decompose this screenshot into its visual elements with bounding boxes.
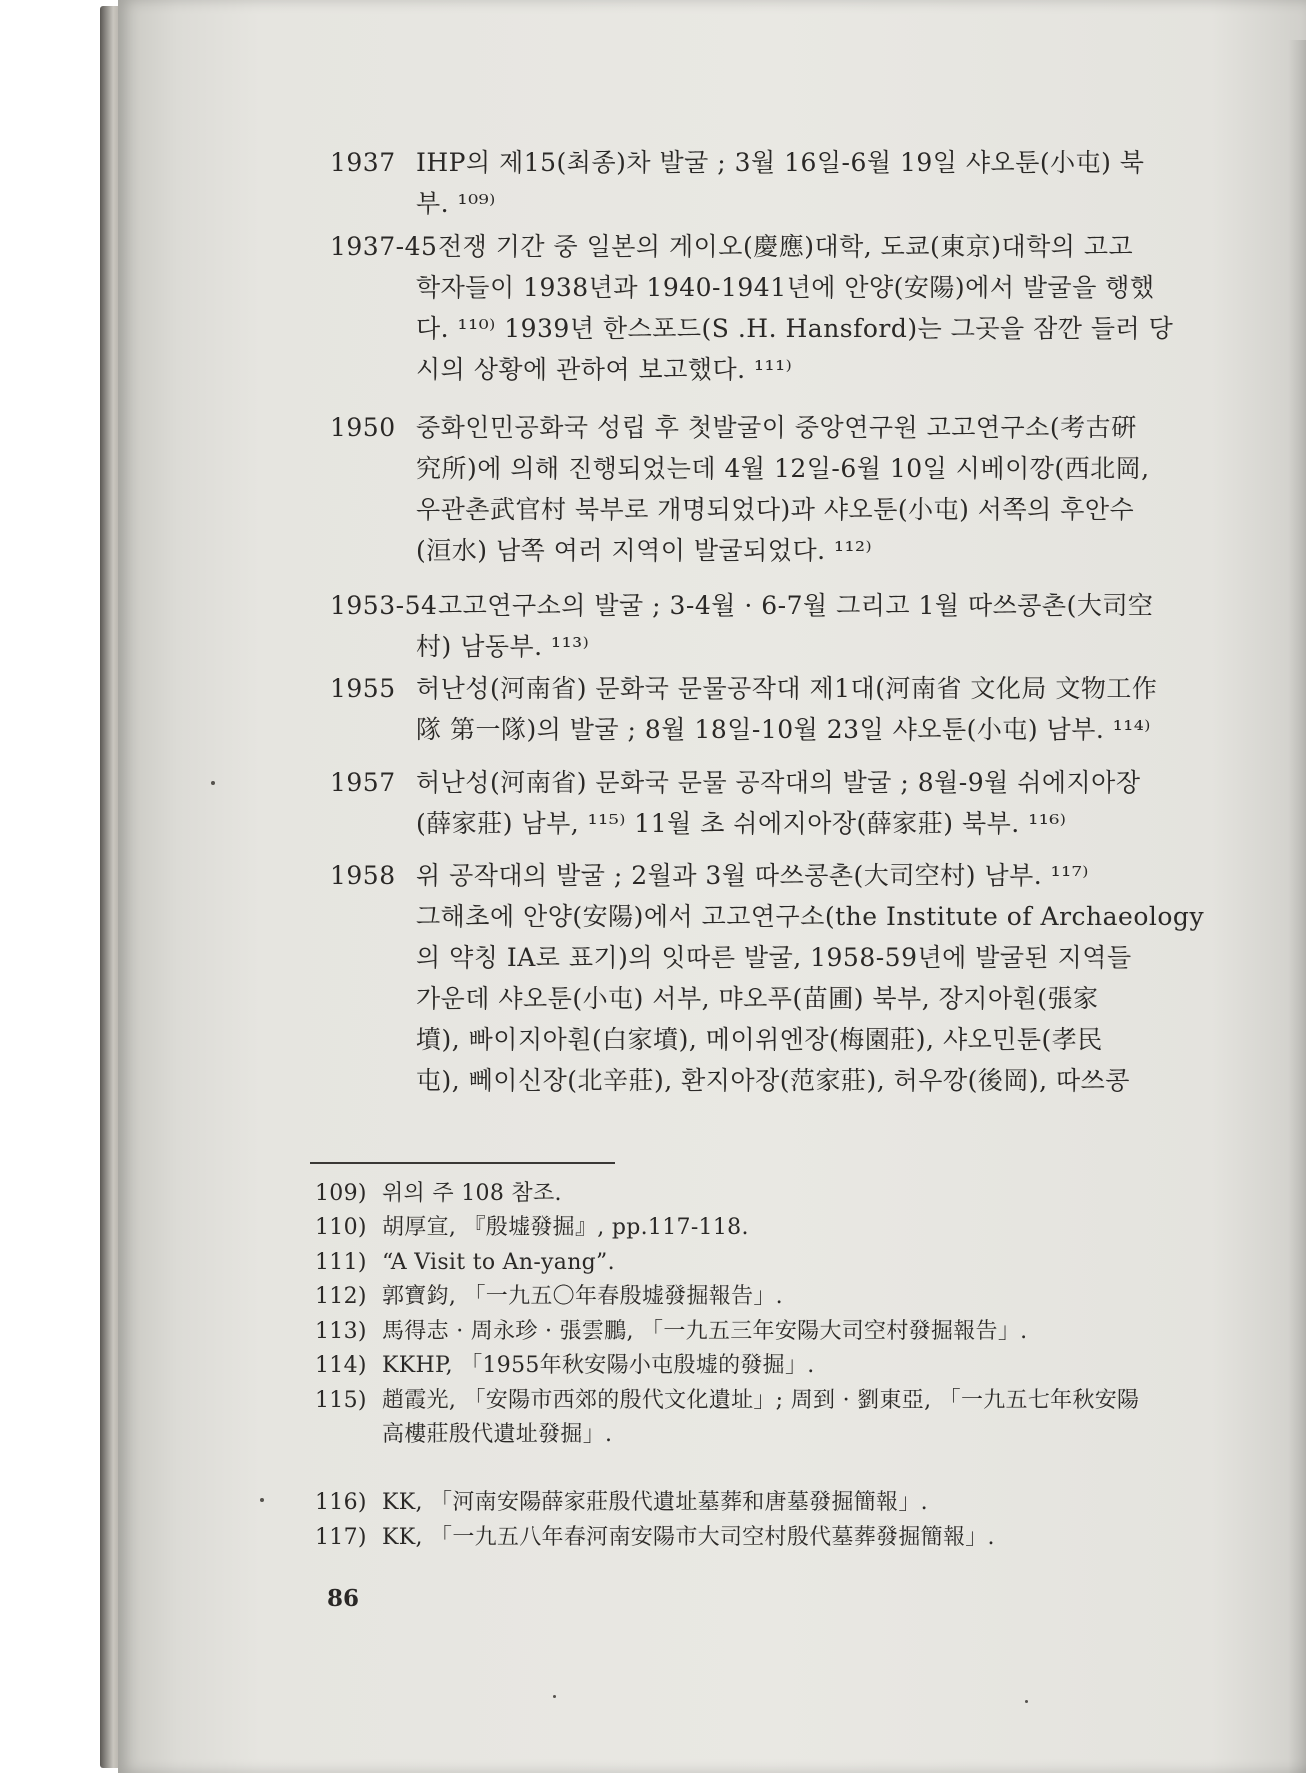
- footnote-text: 馬得志 · 周永珍 · 張雲鵬, 「一九五三年安陽大司空村發掘報告」.: [382, 1319, 1028, 1344]
- entry-line: 가운데 샤오툰(小屯) 서부, 먀오푸(苗圃) 북부, 장지아훤(張家: [416, 984, 1099, 1013]
- entry-year: 1958: [330, 861, 396, 890]
- entry-line: 중화인민공화국 성립 후 첫발굴이 중앙연구원 고고연구소(考古硏: [416, 413, 1137, 442]
- chronology-entry-1950: [330, 407, 1246, 571]
- entry-line: 다. ¹¹⁰⁾ 1939년 한스포드(S .H. Hansford)는 그곳을 잠깐 들러 당: [416, 314, 1174, 343]
- footnote-text: KK, 「河南安陽薛家莊殷代遺址墓葬和唐墓發掘簡報」.: [382, 1490, 928, 1515]
- entry-line: 시의 상황에 관하여 보고했다. ¹¹¹⁾: [416, 355, 793, 384]
- footnote-number: 112): [315, 1284, 367, 1309]
- paper-speck: [1025, 1700, 1028, 1703]
- footnote: [315, 1349, 1255, 1383]
- footnote: [315, 1280, 1255, 1314]
- chronology-entry-1953-54: [330, 585, 1246, 667]
- entry-line: 屯), 뻬이신장(北辛莊), 환지아장(范家莊), 허우깡(後岡), 따쓰콩: [416, 1066, 1130, 1095]
- chronology-entry-1937: [330, 142, 1246, 224]
- footnote: [315, 1211, 1255, 1245]
- entry-line: 위 공작대의 발굴 ; 2월과 3월 따쓰콩촌(大司空村) 남부. ¹¹⁷⁾: [416, 861, 1089, 890]
- footnote: [315, 1177, 1255, 1211]
- entry-line: 그해초에 안양(安陽)에서 고고연구소(the Institute of Archaeology: [416, 902, 1205, 931]
- entry-line: 부. ¹⁰⁹⁾: [416, 189, 496, 218]
- footnote-number: 109): [315, 1181, 367, 1206]
- entry-line: 隊 第一隊)의 발굴 ; 8월 18일-10월 23일 샤오툰(小屯) 남부. ¹¹⁴⁾: [416, 715, 1151, 744]
- footnote-number: 117): [315, 1525, 367, 1550]
- paper-speck: [211, 781, 215, 785]
- entry-line: 우관촌武官村 북부로 개명되었다)과 샤오툰(小屯) 서쪽의 후안수: [416, 495, 1135, 524]
- entry-line: 허난성(河南省) 문화국 문물공작대 제1대(河南省 文化局 文物工作: [416, 674, 1158, 703]
- footnote: [315, 1315, 1255, 1349]
- footnote: [315, 1521, 1255, 1555]
- entry-line: 전쟁 기간 중 일본의 게이오(慶應)대학, 도쿄(東京)대학의 고고: [438, 232, 1134, 261]
- entry-year: 1937: [330, 148, 396, 177]
- chronology-entry-1955: [330, 668, 1246, 750]
- footnote-text: KKHP, 「1955年秋安陽小屯殷墟的發掘」.: [382, 1353, 815, 1378]
- entry-year: 1953-54: [330, 591, 438, 620]
- footnote-text: 郭寶鈞, 「一九五〇年春殷墟發掘報告」.: [382, 1284, 783, 1309]
- paper-speck: [260, 1498, 264, 1502]
- footnote-text-continued: 高樓莊殷代遺址發掘」.: [382, 1422, 613, 1447]
- footnote-number: 113): [315, 1319, 367, 1344]
- entry-year: 1955: [330, 674, 396, 703]
- footnote-text: 胡厚宣, 『殷墟發掘』, pp.117-118.: [382, 1215, 749, 1240]
- footnote-text: “A Visit to An-yang”.: [382, 1250, 615, 1275]
- entry-line: IHP의 제15(최종)차 발굴 ; 3월 16일-6월 19일 샤오툰(小屯) 북: [416, 148, 1145, 177]
- footnote-number: 110): [315, 1215, 367, 1240]
- entry-line: (洹水) 남쪽 여러 지역이 발굴되었다. ¹¹²⁾: [416, 536, 873, 565]
- entry-line: 의 약칭 IA로 표기)의 잇따른 발굴, 1958-59년에 발굴된 지역들: [416, 943, 1132, 972]
- paper-speck: [553, 1695, 556, 1698]
- chronology-entry-1937-45: [330, 226, 1246, 390]
- footnote: [315, 1246, 1255, 1280]
- footnote-number: 114): [315, 1353, 367, 1378]
- chronology-entry-1958: [330, 855, 1246, 1101]
- footnote-number: 111): [315, 1250, 367, 1275]
- entry-line: 墳), 빠이지아훤(白家墳), 메이위엔장(梅園莊), 샤오민툰(孝民: [416, 1025, 1103, 1054]
- footnote-text: 趙霞光, 「安陽市西郊的殷代文化遺址」; 周到 · 劉東亞, 「一九五七年秋安陽: [382, 1388, 1140, 1413]
- footnote-number: 115): [315, 1388, 367, 1413]
- entry-year: 1950: [330, 413, 396, 442]
- footnote-number: 116): [315, 1490, 367, 1515]
- footnote-divider: [310, 1162, 615, 1164]
- footnote-text: 위의 주 108 참조.: [382, 1181, 562, 1206]
- page-number: 86: [327, 1585, 360, 1612]
- entry-line: 고고연구소의 발굴 ; 3-4월 · 6-7월 그리고 1월 따쓰콩촌(大司空: [438, 591, 1154, 620]
- footnote: [315, 1384, 1255, 1452]
- entry-year: 1937-45: [330, 232, 438, 261]
- entry-line: 허난성(河南省) 문화국 문물 공작대의 발굴 ; 8월-9월 쉬에지아장: [416, 768, 1141, 797]
- entry-line: 학자들이 1938년과 1940-1941년에 안양(安陽)에서 발굴을 행했: [416, 273, 1155, 302]
- chronology-entry-1957: [330, 762, 1246, 844]
- entry-line: (薛家莊) 남부, ¹¹⁵⁾ 11월 초 쉬에지아장(薛家莊) 북부. ¹¹⁶⁾: [416, 809, 1067, 838]
- entry-line: 村) 남동부. ¹¹³⁾: [416, 632, 590, 661]
- footnote: [315, 1486, 1255, 1520]
- page-shadow: [1288, 40, 1306, 1773]
- entry-line: 究所)에 의해 진행되었는데 4월 12일-6월 10일 시베이깡(西北岡,: [416, 454, 1150, 483]
- footnote-text: KK, 「一九五八年春河南安陽市大司空村殷代墓葬發掘簡報」.: [382, 1525, 995, 1550]
- entry-year: 1957: [330, 768, 396, 797]
